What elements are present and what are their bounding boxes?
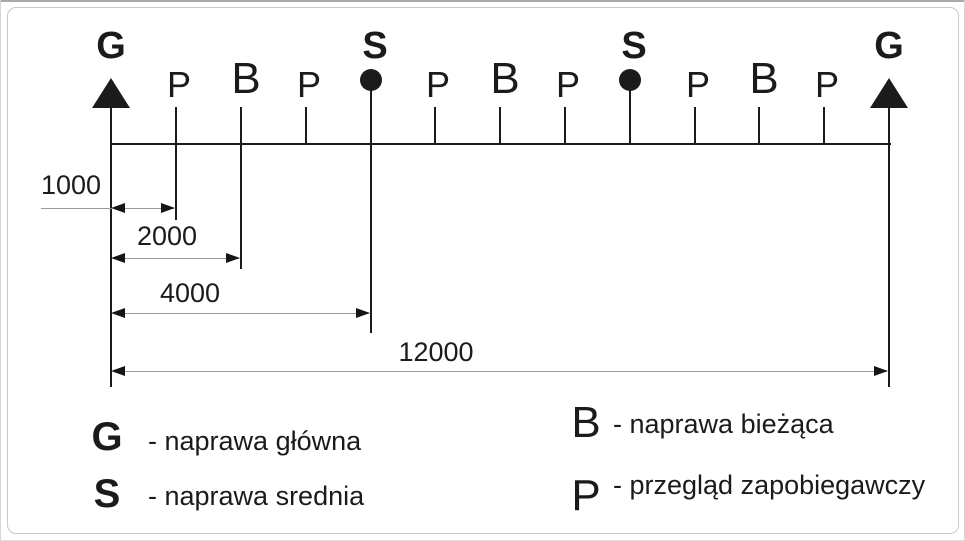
dimension-line: [113, 313, 369, 314]
arrowhead-left-icon: [111, 253, 125, 263]
marker-label-B: B: [749, 54, 779, 103]
legend-label: - przegląd zapobiegawczy: [613, 470, 926, 500]
marker-label-G: G: [874, 25, 904, 67]
tick-mark: [499, 107, 501, 145]
legend-symbol-P: P: [571, 471, 601, 520]
marker-stem: [370, 80, 372, 145]
extension-line: [175, 144, 177, 220]
dimension-value: 4000: [159, 278, 221, 308]
marker-label-S: S: [621, 25, 647, 67]
extension-line: [888, 144, 890, 387]
marker-label-P: P: [296, 64, 322, 105]
marker-label-B: B: [490, 54, 520, 103]
window-top-edge: [1, 0, 965, 2]
tick-mark: [240, 107, 242, 145]
dimension-leader-line: [41, 208, 112, 209]
tick-mark: [758, 107, 760, 145]
arrowhead-left-icon: [111, 366, 125, 376]
arrowhead-left-icon: [111, 203, 125, 213]
legend-label: - naprawa srednia: [148, 481, 365, 511]
dimension-value: 12000: [398, 337, 474, 367]
extension-line: [240, 144, 242, 269]
legend-symbol-S: S: [93, 472, 121, 516]
marker-label-P: P: [814, 64, 840, 105]
tick-mark: [305, 107, 307, 145]
marker-label-P: P: [166, 64, 192, 105]
marker-label-B: B: [231, 54, 261, 103]
marker-label-S: S: [362, 25, 388, 67]
tick-mark: [564, 107, 566, 145]
arrowhead-left-icon: [111, 308, 125, 318]
arrowhead-right-icon: [226, 253, 240, 263]
legend-symbol-G: G: [91, 415, 123, 459]
marker-label-G: G: [96, 25, 126, 67]
tick-mark: [434, 107, 436, 145]
legend-symbol-B: B: [571, 398, 601, 447]
marker-label-P: P: [425, 64, 451, 105]
arrowhead-right-icon: [356, 308, 370, 318]
dimension-line: [113, 371, 887, 372]
marker-label-P: P: [685, 64, 711, 105]
dimension-value: 2000: [136, 221, 198, 251]
arrowhead-right-icon: [161, 203, 175, 213]
marker-stem: [110, 90, 112, 387]
tick-mark: [823, 107, 825, 145]
arrowhead-right-icon: [874, 366, 888, 376]
extension-line: [370, 144, 372, 333]
legend-label: - naprawa bieżąca: [613, 409, 834, 439]
tick-mark: [175, 107, 177, 145]
dimension-line: [113, 258, 239, 259]
marker-label-P: P: [555, 64, 581, 105]
marker-stem: [629, 80, 631, 145]
tick-mark: [694, 107, 696, 145]
dimension-value: 1000: [40, 170, 102, 200]
legend-label: - naprawa główna: [148, 426, 362, 456]
